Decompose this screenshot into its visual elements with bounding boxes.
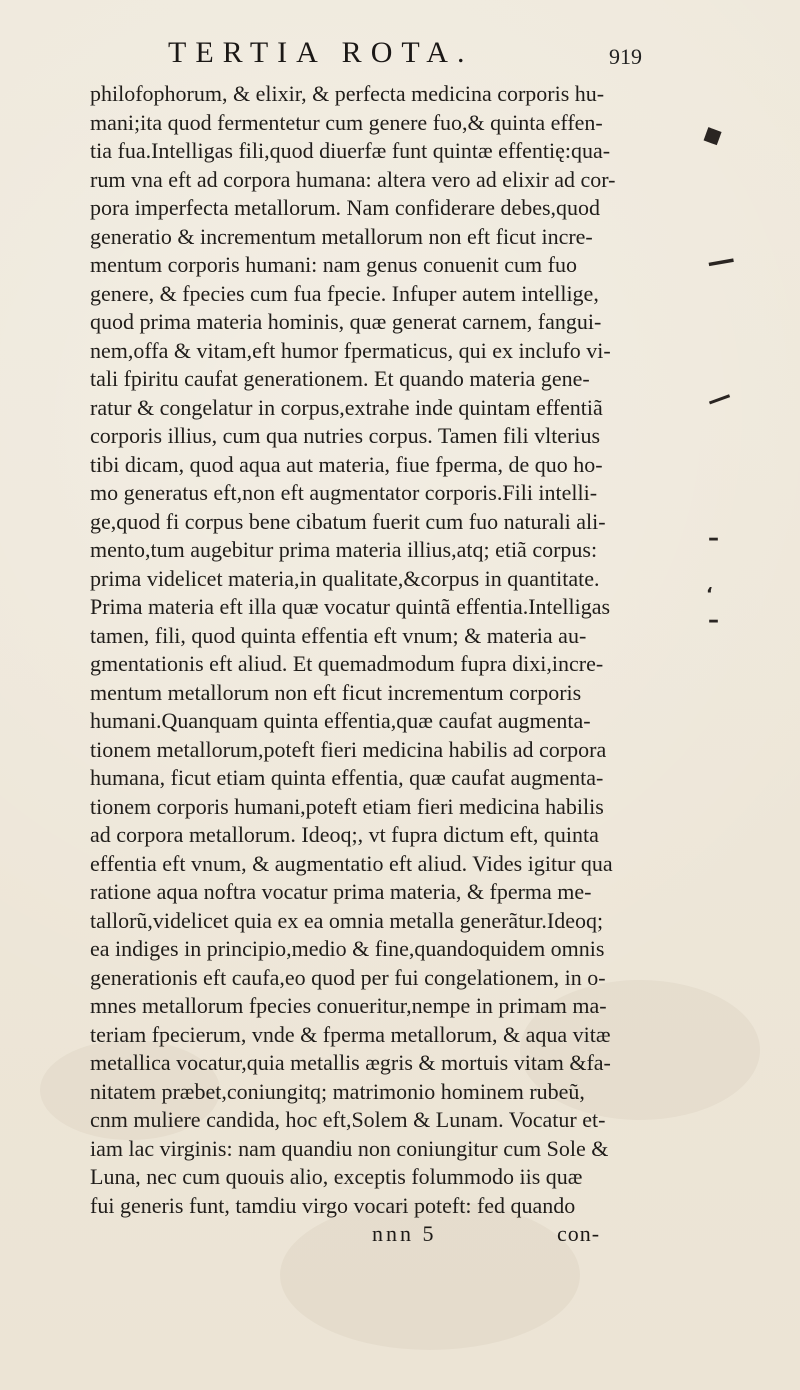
running-head: TERTIA ROTA. (168, 36, 474, 69)
text-line: iam lac virginis: nam quandiu non coniungitur cum Sole & (90, 1135, 609, 1161)
page-footer (372, 1220, 674, 1248)
text-line: cnm muliere candida, hoc eft,Solem & Lunam. Vocatur et- (90, 1107, 606, 1132)
text-line: ad corpora metallorum. Ideoq;, vt fupra dictum eft, quinta (90, 822, 599, 847)
text-line: tionem corporis humani,poteft etiam fieri medicina habilis (90, 793, 604, 819)
text-line: nem,offa & vitam,eft humor fpermaticus, qui ex inclufo vi- (90, 337, 611, 363)
text-line: prima videlicet materia,in qualitate,&corpus in quantitate. (90, 565, 600, 591)
text-line: rum vna eft ad corpora humana: altera vero ad elixir ad cor- (90, 166, 616, 192)
text-line: effentia eft vnum, & augmentatio eft aliud. Vides igitur qua (90, 850, 613, 876)
catchword: con- (557, 1221, 601, 1246)
signature-number: 5 (422, 1221, 437, 1246)
text-line: mento,tum augebitur prima materia illius,atq; etiã corpus: (90, 537, 598, 562)
text-line: fui generis funt, tamdiu virgo vocari poteft: fed quando (90, 1192, 576, 1218)
text-line: generatio & incrementum metallorum non eft ficut incre- (90, 223, 593, 249)
text-line: humani.Quanquam quinta effentia,quæ caufat augmenta- (90, 708, 591, 733)
margin-dash-mark: — (702, 380, 736, 416)
text-line: genere, & fpecies cum fua fpecie. Infuper autem intellige, (90, 280, 599, 306)
text-line: quod prima materia hominis, quæ generat carnem, fangui- (90, 309, 602, 334)
text-line: mentum corporis humani: nam genus conuenit cum fuo (90, 252, 577, 277)
text-line: tionem metallorum,poteft fieri medicina habilis ad corpora (90, 736, 607, 762)
text-line: corporis illius, cum qua nutries corpus. Tamen fili vlterius (90, 423, 601, 448)
text-line: Prima materia eft illa quæ vocatur quintã effentia.Intelligas (90, 594, 611, 619)
text-line: tia fua.Intelligas fili,quod diuerfæ funt quintæ effentię:qua- (90, 138, 611, 163)
margin-tick-mark: ‘ (706, 584, 713, 605)
text-line: mentum metallorum non eft ficut incrementum corporis (90, 679, 582, 705)
margin-tick-mark: – (708, 608, 719, 633)
body-text (90, 80, 674, 1248)
text-line: mani;ita quod fermentetur cum genere fuo,& quinta effen- (90, 109, 603, 135)
text-line: generationis eft caufa,eo quod per fui congelationem, in o- (90, 964, 606, 990)
text-line: mnes metallorum fpecies conueritur,nempe in primam ma- (90, 993, 607, 1018)
text-line: Luna, nec cum quouis alio, exceptis folummodo iis quæ (90, 1164, 583, 1189)
text-line: mo generatus eft,non eft augmentator corporis.Fili intelli- (90, 480, 598, 505)
page-header (0, 36, 800, 86)
page-number: 919 (609, 44, 642, 69)
ink-blot-mark: ◆ (696, 117, 728, 153)
text-line: tali fpiritu caufat generationem. Et quando materia gene- (90, 366, 590, 391)
margin-tick-mark: – (708, 526, 719, 551)
text-line: nitatem præbet,coniungitq; matrimonio hominem rubeũ, (90, 1078, 585, 1104)
margin-dash-mark: — (704, 241, 738, 280)
text-line: humana, ficut etiam quinta effentia, quæ caufat augmenta- (90, 765, 604, 790)
text-line: pora imperfecta metallorum. Nam confiderare debes,quod (90, 195, 601, 220)
text-line: ge,quod fi corpus bene cibatum fuerit cum fuo naturali ali- (90, 508, 606, 534)
text-line: ratur & congelatur in corpus,extrahe inde quintam effentiã (90, 394, 603, 420)
text-line: philofophorum, & elixir, & perfecta medicina corporis hu- (90, 81, 605, 106)
text-line: gmentationis eft aliud. Et quemadmodum fupra dixi,incre- (90, 651, 604, 676)
signature-mark: nnn (372, 1221, 414, 1246)
text-line: metallica vocatur,quia metallis ægris & mortuis vitam &fa- (90, 1050, 611, 1075)
text-line: ea indiges in principio,medio & fine,quandoquidem omnis (90, 936, 605, 961)
text-line: teriam fpecierum, vnde & fperma metallorum, & aqua vitæ (90, 1021, 611, 1047)
text-line: tallorũ,videlicet quia ex ea omnia metalla generãtur.Ideoq; (90, 907, 604, 933)
text-line: ratione aqua noftra vocatur prima materia, & fperma me- (90, 879, 592, 904)
text-line: tamen, fili, quod quinta effentia eft vnum; & materia au- (90, 622, 587, 648)
text-line: tibi dicam, quod aqua aut materia, fiue fperma, de quo ho- (90, 451, 603, 477)
